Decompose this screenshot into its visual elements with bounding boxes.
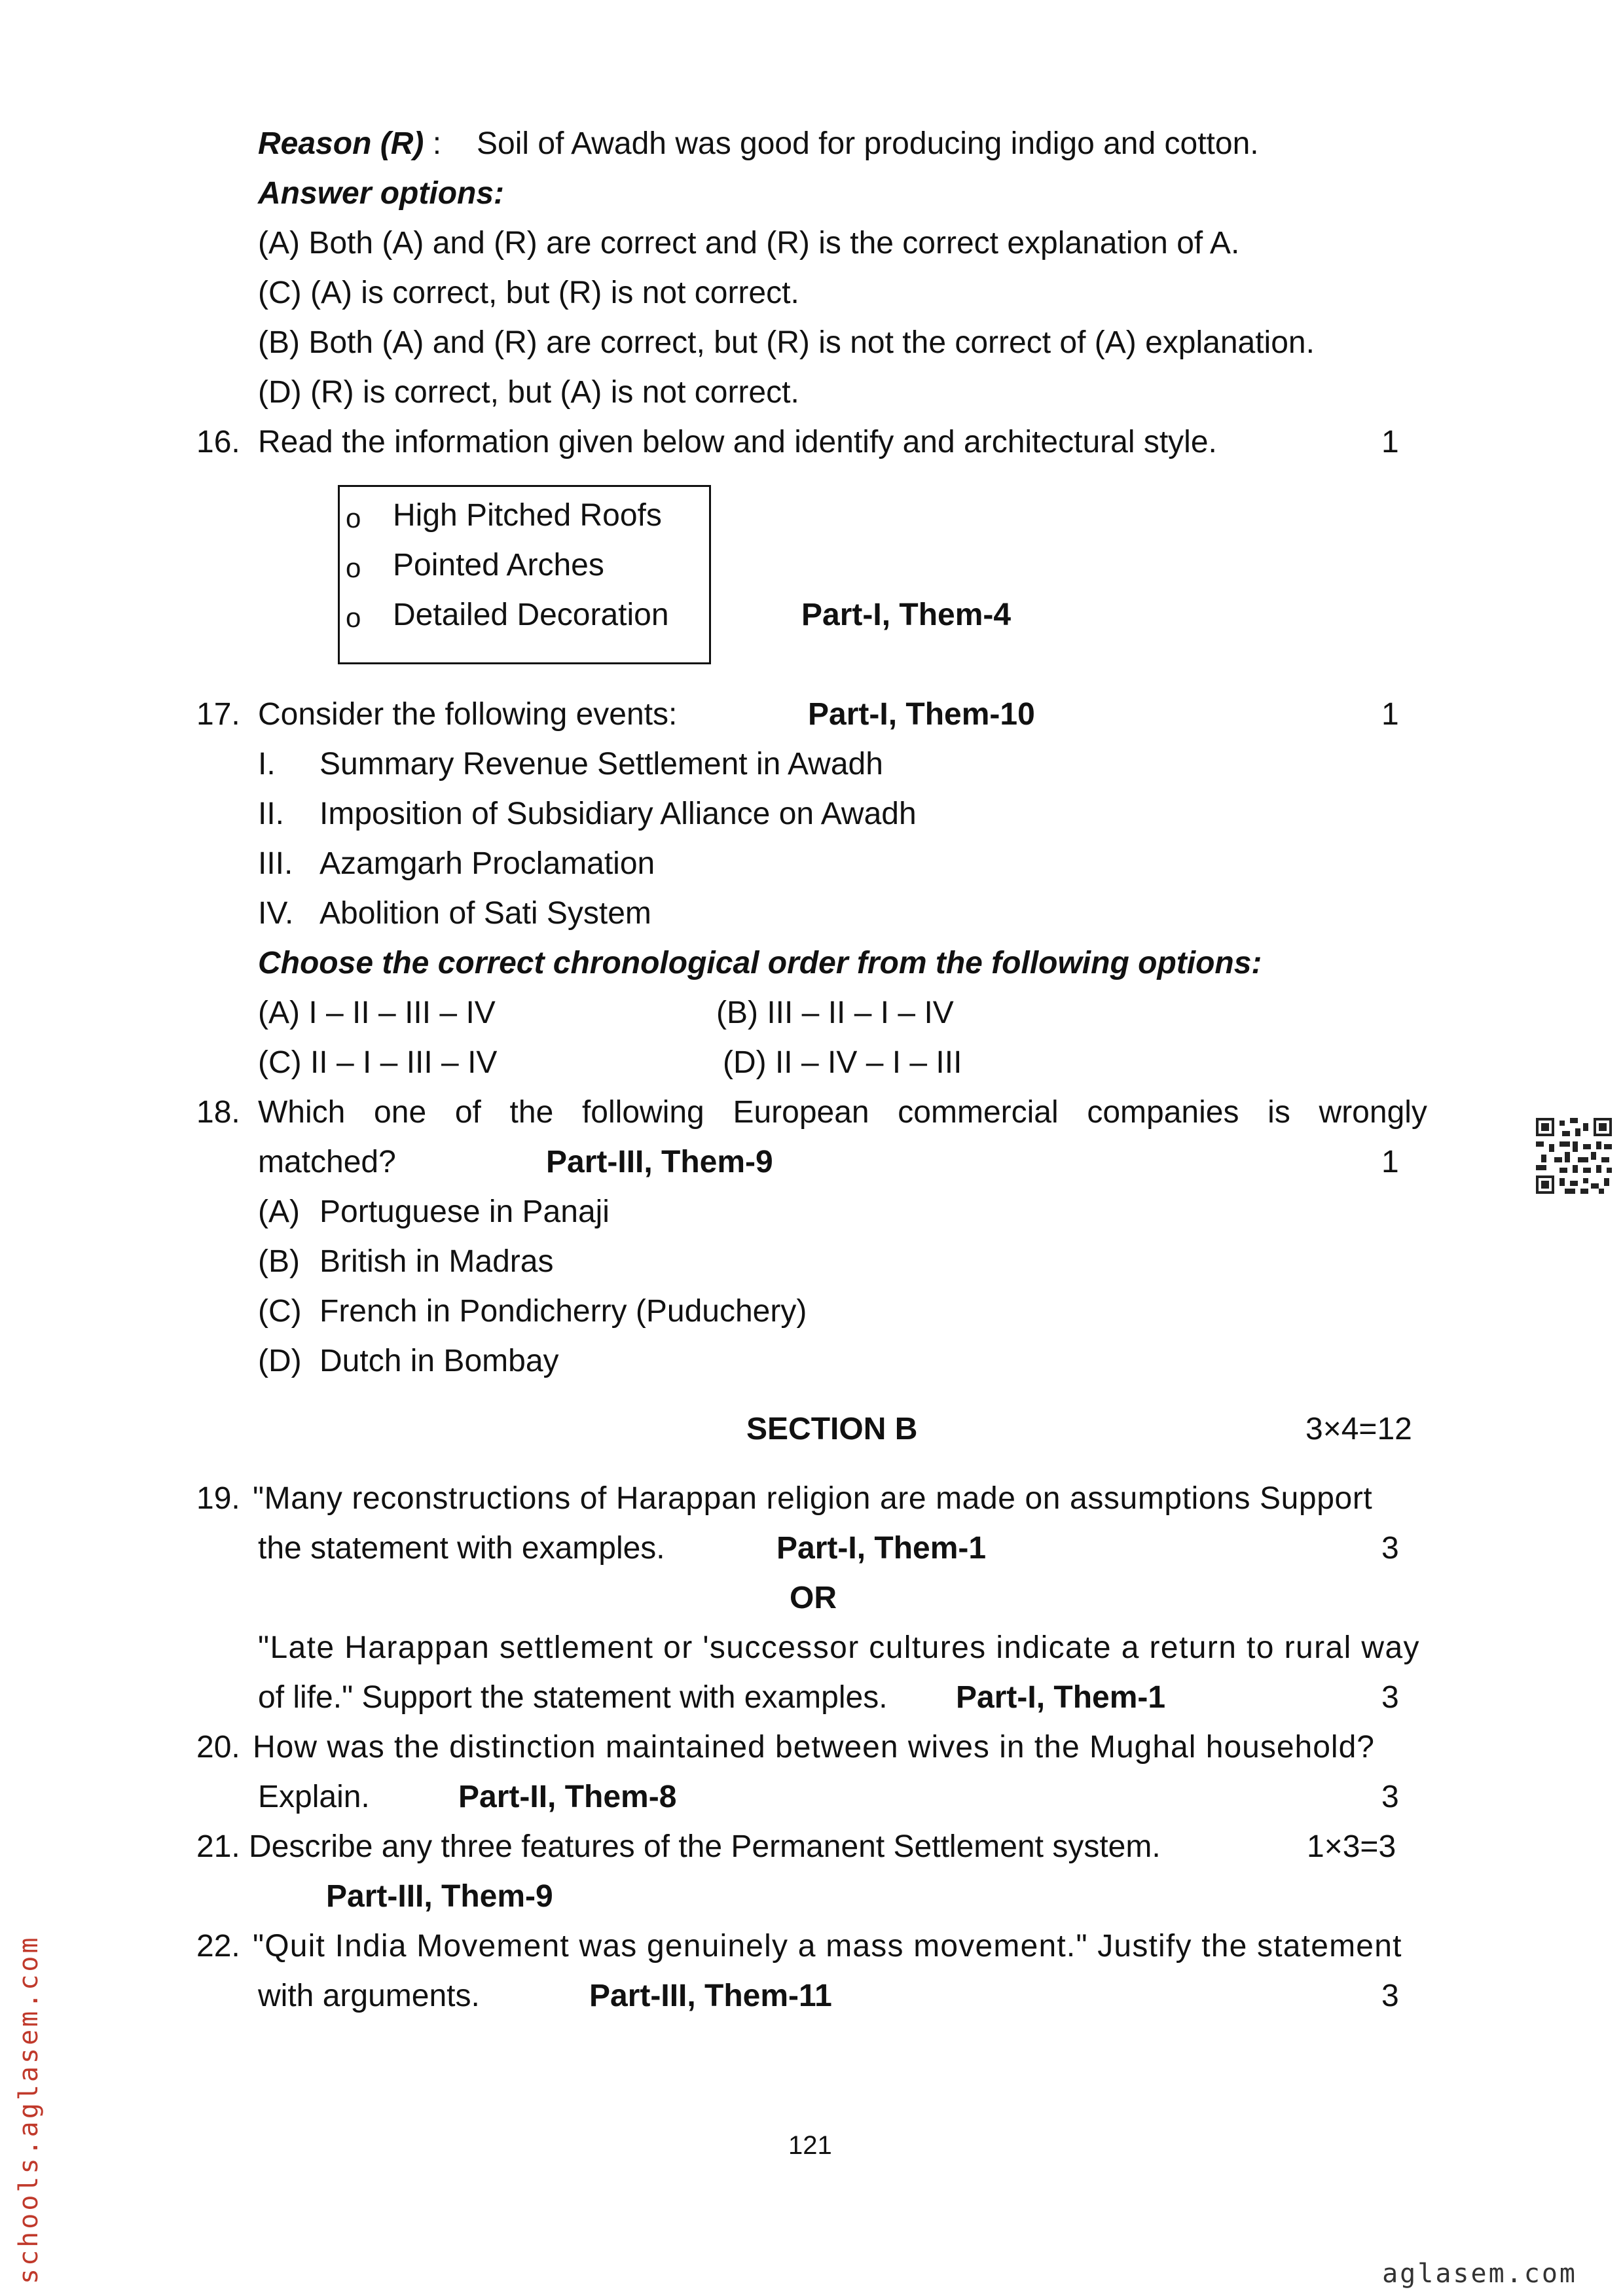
q22-line2: with arguments. [258, 1979, 480, 2013]
q17-option: (A) I – II – III – IV [258, 996, 496, 1030]
q19-alt-marks: 3 [1381, 1680, 1399, 1715]
q20-number: 20. [196, 1730, 240, 1765]
bullet-icon: o [346, 552, 361, 583]
q17-option: (C) II – I – III – IV [258, 1045, 498, 1080]
bullet-icon: o [346, 602, 361, 633]
q17-event-num: III. [258, 846, 293, 881]
q17-option: (B) III – II – I – IV [716, 996, 954, 1030]
q18-line2: matched? [258, 1145, 396, 1179]
q15-reason-text: Soil of Awadh was good for producing indigo and cotton. [477, 126, 1259, 161]
q20-marks: 3 [1381, 1780, 1399, 1814]
q16-number: 16. [196, 425, 240, 459]
q18-word: Which [258, 1095, 346, 1130]
q15-reason-line [258, 124, 441, 164]
q17-option: (D) II – IV – I – III [723, 1045, 962, 1080]
q18-word: one [374, 1095, 427, 1130]
q20-line2: Explain. [258, 1780, 370, 1814]
q22-ref: Part-III, Them-11 [589, 1979, 832, 2013]
q17-event-text: Imposition of Subsidiary Alliance on Awadh [319, 797, 917, 831]
corner-watermark: aglasem.com [1382, 2259, 1577, 2289]
q20-ref: Part-II, Them-8 [458, 1780, 677, 1814]
q21-number: 21. [196, 1829, 240, 1864]
q16-box-item: High Pitched Roofs [393, 498, 662, 533]
q18-option-label: (A) [258, 1194, 300, 1229]
q18-option-label: (C) [258, 1294, 302, 1329]
q18-option-label: (B) [258, 1244, 300, 1279]
q15-reason-label: Reason (R) [258, 126, 424, 161]
q18-word: is [1267, 1095, 1290, 1130]
q17-text: Consider the following events: [258, 697, 678, 732]
section-b-marks: 3×4=12 [1305, 1412, 1412, 1446]
q19-or: OR [790, 1581, 837, 1615]
q22-marks: 3 [1381, 1979, 1399, 2013]
q15-option: (C) (A) is correct, but (R) is not correct. [258, 276, 799, 310]
q19-line1: "Many reconstructions of Harappan religion are made on assumptions Support [253, 1481, 1373, 1516]
q17-event-text: Azamgarh Proclamation [319, 846, 655, 881]
bullet-icon: o [346, 503, 361, 533]
q22-number: 22. [196, 1929, 240, 1964]
q20-line1: How was the distinction maintained between wives in the Mughal household? [253, 1730, 1375, 1765]
q17-ref: Part-I, Them-10 [808, 697, 1035, 732]
q19-ref: Part-I, Them-1 [776, 1531, 987, 1566]
q17-instruction: Choose the correct chronological order from the following options: [258, 946, 1262, 980]
q21-ref: Part-III, Them-9 [326, 1879, 553, 1914]
q17-event-num: IV. [258, 896, 294, 931]
q17-event-num: I. [258, 747, 276, 781]
q18-option-text: British in Madras [319, 1244, 554, 1279]
q18-marks: 1 [1381, 1145, 1399, 1179]
q19-alt-ref: Part-I, Them-1 [956, 1680, 1166, 1715]
q21-marks: 1×3=3 [1307, 1829, 1396, 1864]
q15-option: (B) Both (A) and (R) are correct, but (R) is not the correct of (A) explanation. [258, 325, 1315, 360]
q17-number: 17. [196, 697, 240, 732]
q19-alt-line1: "Late Harappan settlement or 'successor cultures indicate a return to rural way [258, 1630, 1420, 1665]
q16-text: Read the information given below and identify and architectural style. [258, 425, 1217, 459]
q18-word: European [733, 1095, 869, 1130]
page-number: 121 [788, 2131, 832, 2160]
q15-option: (A) Both (A) and (R) are correct and (R) is the correct explanation of A. [258, 226, 1240, 260]
q18-word: following [581, 1095, 704, 1130]
q15-reason-colon: : [432, 126, 442, 161]
section-b-title: SECTION B [746, 1412, 918, 1446]
q15-answer-options-label: Answer options: [258, 176, 505, 211]
qr-code-icon [1536, 1118, 1612, 1194]
q18-option-label: (D) [258, 1344, 302, 1378]
q15-option: (D) (R) is correct, but (A) is not correct. [258, 375, 799, 410]
q16-box-item: Pointed Arches [393, 548, 604, 583]
q19-alt-line2: of life." Support the statement with examples. [258, 1680, 888, 1715]
q18-option-text: French in Pondicherry (Puduchery) [319, 1294, 807, 1329]
q18-word: commercial [898, 1095, 1059, 1130]
side-watermark: schools.aglasem.com [14, 1935, 44, 2284]
q17-event-num: II. [258, 797, 285, 831]
q18-word: the [509, 1095, 554, 1130]
q18-option-text: Dutch in Bombay [319, 1344, 559, 1378]
q19-number: 19. [196, 1481, 240, 1516]
q18-option-text: Portuguese in Panaji [319, 1194, 610, 1229]
q16-ref: Part-I, Them-4 [801, 598, 1012, 632]
q18-word: of [454, 1095, 481, 1130]
q19-marks: 3 [1381, 1531, 1399, 1566]
q22-line1: "Quit India Movement was genuinely a mass movement." Justify the statement [253, 1929, 1402, 1964]
q18-word: wrongly [1319, 1095, 1427, 1130]
q18-number: 18. [196, 1095, 240, 1130]
q17-event-text: Abolition of Sati System [319, 896, 651, 931]
q18-word: companies [1087, 1095, 1239, 1130]
q18-line1 [258, 1093, 1427, 1132]
q17-event-text: Summary Revenue Settlement in Awadh [319, 747, 883, 781]
q16-box-item: Detailed Decoration [393, 598, 669, 632]
q21-text: Describe any three features of the Permanent Settlement system. [249, 1829, 1161, 1864]
q16-marks: 1 [1381, 425, 1399, 459]
q17-marks: 1 [1381, 697, 1399, 732]
q19-line2: the statement with examples. [258, 1531, 665, 1566]
q18-ref: Part-III, Them-9 [546, 1145, 773, 1179]
